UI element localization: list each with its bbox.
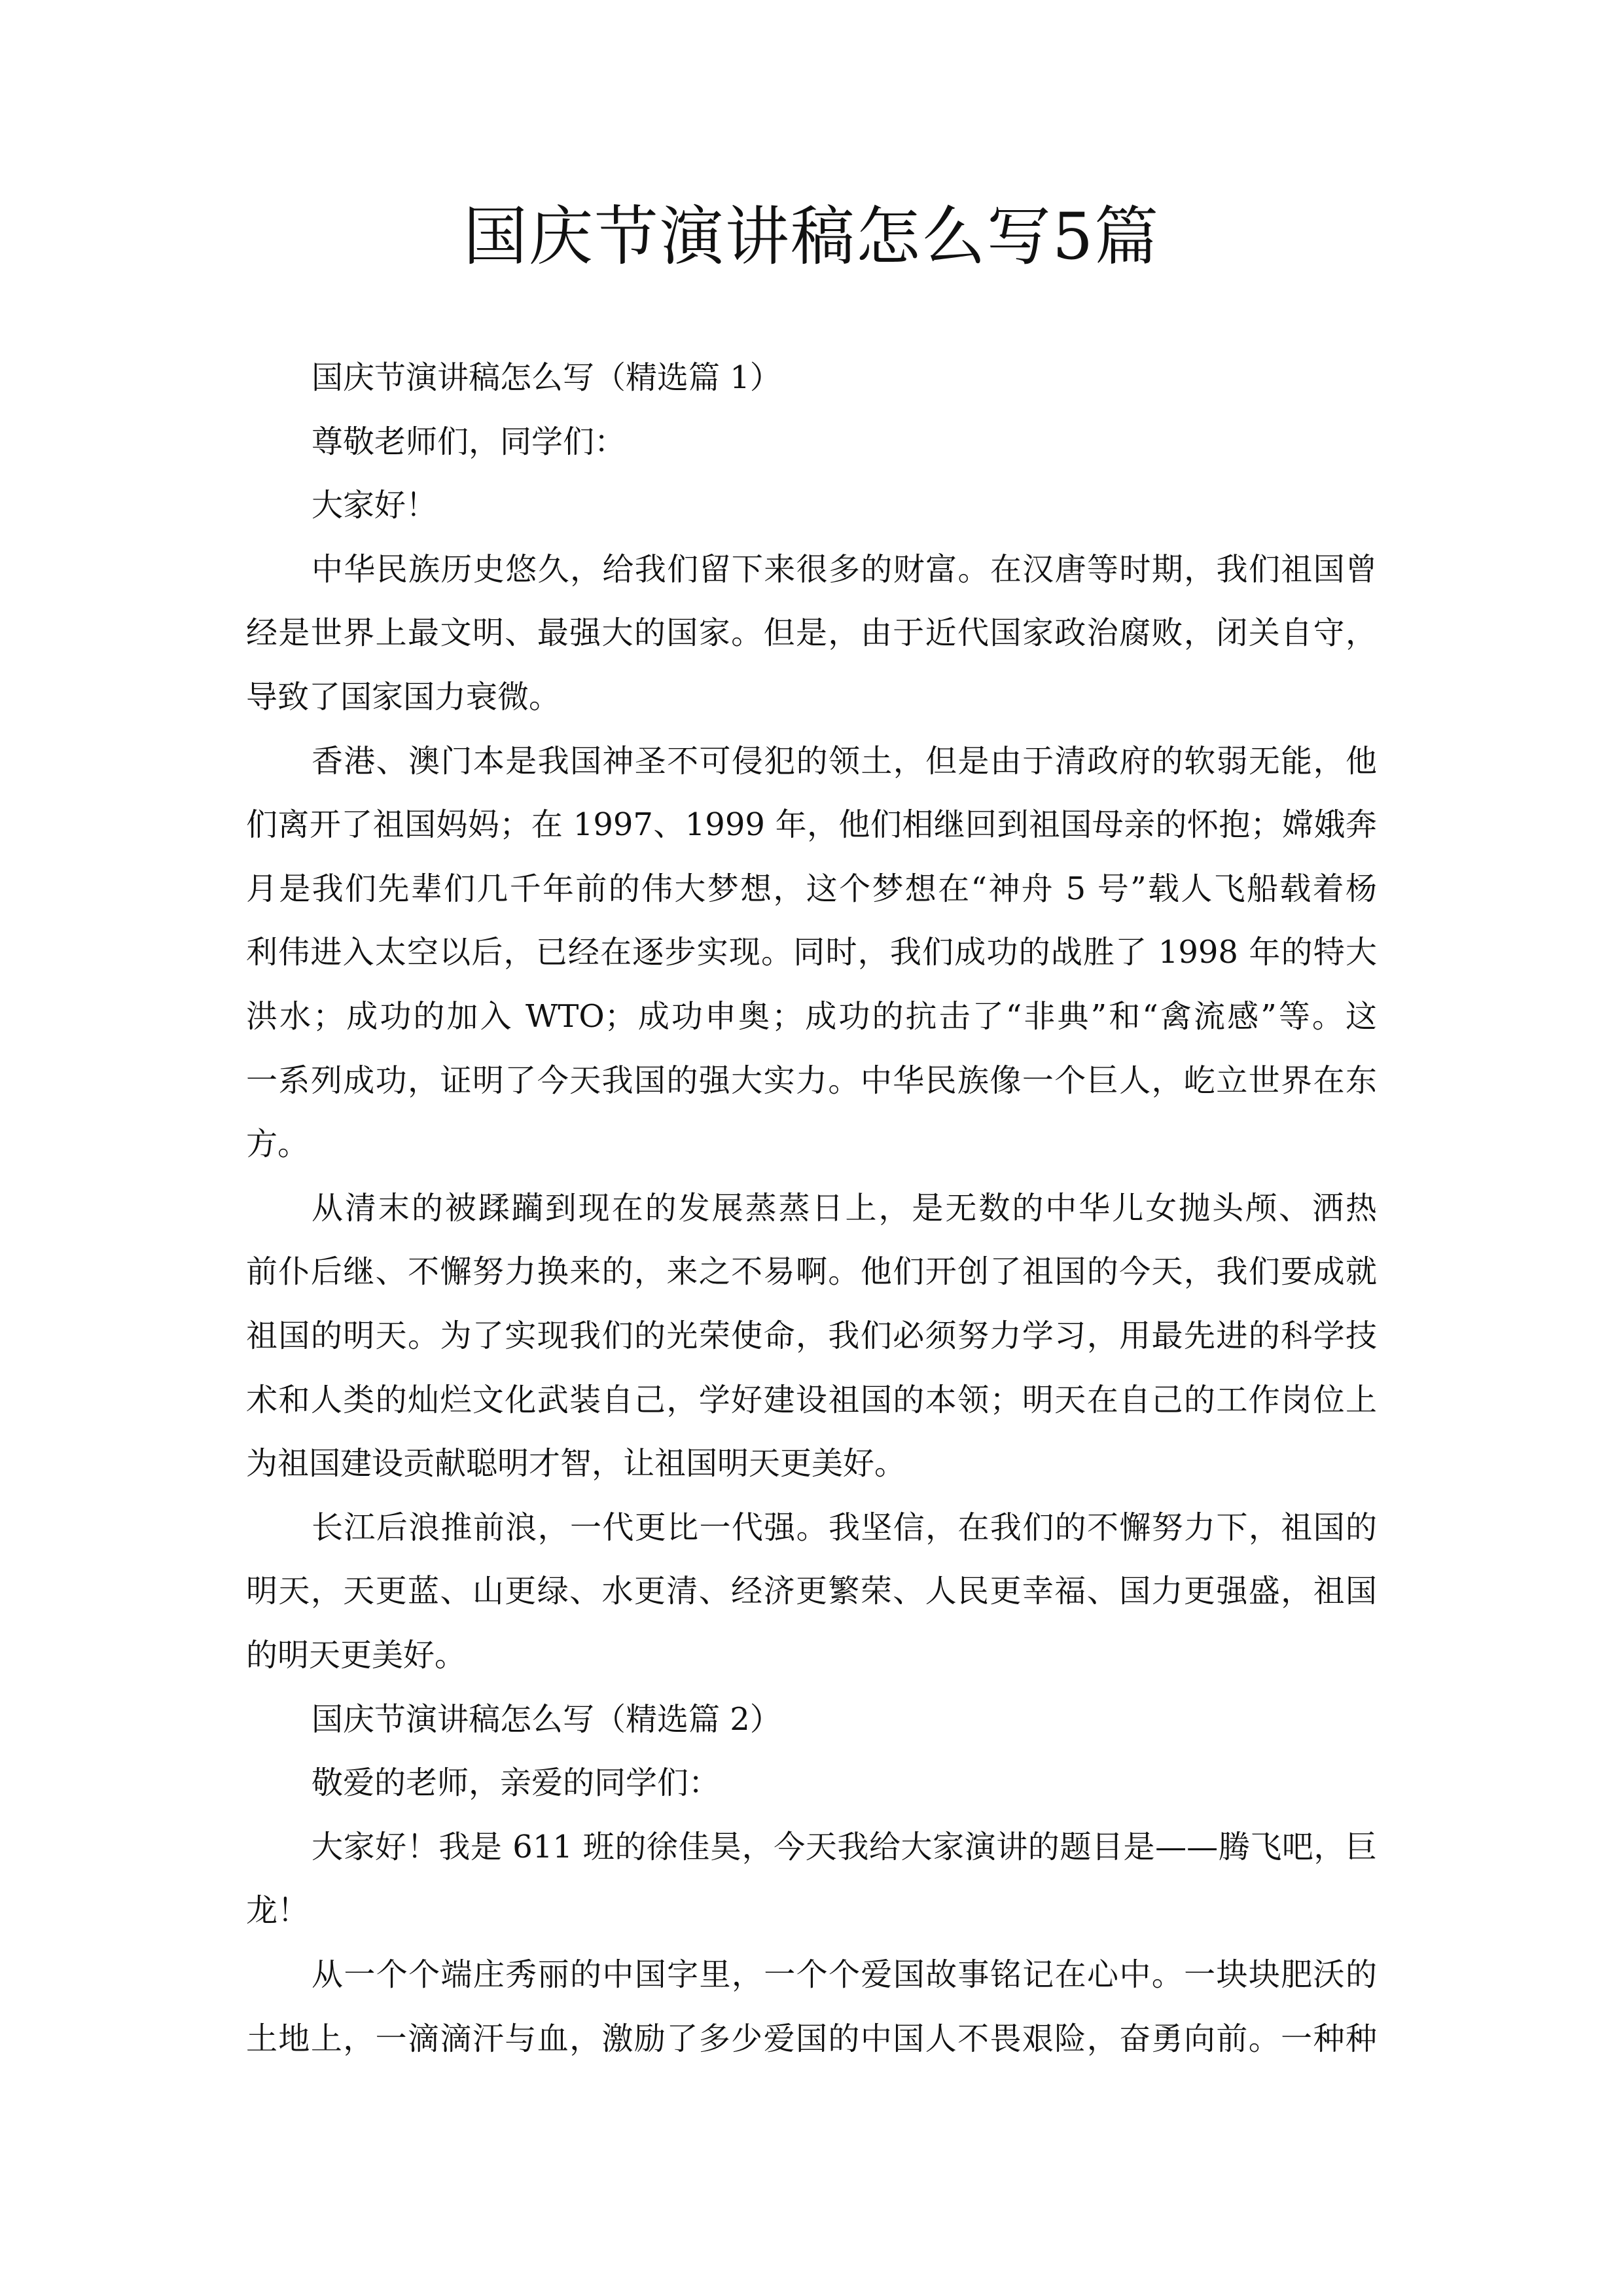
text-line: 们离开了祖国妈妈；在 1997、1999 年，他们相继回到祖国母亲的怀抱；嫦娥奔 <box>246 806 1377 843</box>
text-line: 明天，天更蓝、山更绿、水更清、经济更繁荣、人民更幸福、国力更强盛，祖国 <box>246 1573 1377 1609</box>
text-line: 长江后浪推前浪，一代更比一代强。我坚信，在我们的不懈努力下，祖国的 <box>312 1509 1377 1546</box>
document-title: 国庆节演讲稿怎么写5篇 <box>463 200 1160 274</box>
text-line: 大家好！ <box>312 487 438 524</box>
text-line: 尊敬老师们，同学们： <box>312 423 626 460</box>
text-line: 前仆后继、不懈努力换来的，来之不易啊。他们开创了祖国的今天，我们要成就 <box>246 1253 1377 1290</box>
text-line: 香港、澳门本是我国神圣不可侵犯的领土，但是由于清政府的软弱无能，他 <box>312 743 1377 780</box>
text-line: 国庆节演讲稿怎么写（精选篇 1） <box>312 359 781 396</box>
text-line: 洪水；成功的加入 WTO；成功申奥；成功的抗击了“非典”和“禽流感”等。这 <box>246 998 1377 1035</box>
text-line: 导致了国家国力衰微。 <box>246 679 561 715</box>
text-line: 中华民族历史悠久，给我们留下来很多的财富。在汉唐等时期，我们祖国曾 <box>312 551 1377 588</box>
text-line: 为祖国建设贡献聪明才智，让祖国明天更美好。 <box>246 1445 906 1482</box>
text-line: 经是世界上最文明、最强大的国家。但是，由于近代国家政治腐败，闭关自守， <box>246 615 1377 651</box>
text-line: 国庆节演讲稿怎么写（精选篇 2） <box>312 1701 781 1738</box>
text-line: 的明天更美好。 <box>246 1637 467 1674</box>
text-line: 大家好！我是 611 班的徐佳昊，今天我给大家演讲的题目是——腾飞吧，巨 <box>312 1829 1377 1865</box>
text-line: 月是我们先辈们几千年前的伟大梦想，这个梦想在“神舟 5 号”载人飞船载着杨 <box>246 870 1377 907</box>
text-line: 从清末的被蹂躏到现在的发展蒸蒸日上，是无数的中华儿女抛头颅、洒热 <box>312 1190 1377 1227</box>
text-line: 利伟进入太空以后，已经在逐步实现。同时，我们成功的战胜了 1998 年的特大 <box>246 934 1377 971</box>
text-line: 龙！ <box>246 1892 310 1929</box>
text-line: 土地上，一滴滴汗与血，激励了多少爱国的中国人不畏艰险，奋勇向前。一种种 <box>246 2020 1377 2057</box>
text-line: 祖国的明天。为了实现我们的光荣使命，我们必须努力学习，用最先进的科学技 <box>246 1318 1377 1354</box>
text-line: 从一个个端庄秀丽的中国字里，一个个爱国故事铭记在心中。一块块肥沃的 <box>312 1956 1377 1993</box>
text-line: 方。 <box>246 1126 310 1162</box>
text-line: 敬爱的老师，亲爱的同学们： <box>312 1765 721 1801</box>
text-line: 术和人类的灿烂文化武装自己，学好建设祖国的本领；明天在自己的工作岗位上 <box>246 1382 1377 1418</box>
text-line: 一系列成功，证明了今天我国的强大实力。中华民族像一个巨人，屹立世界在东 <box>246 1062 1377 1099</box>
